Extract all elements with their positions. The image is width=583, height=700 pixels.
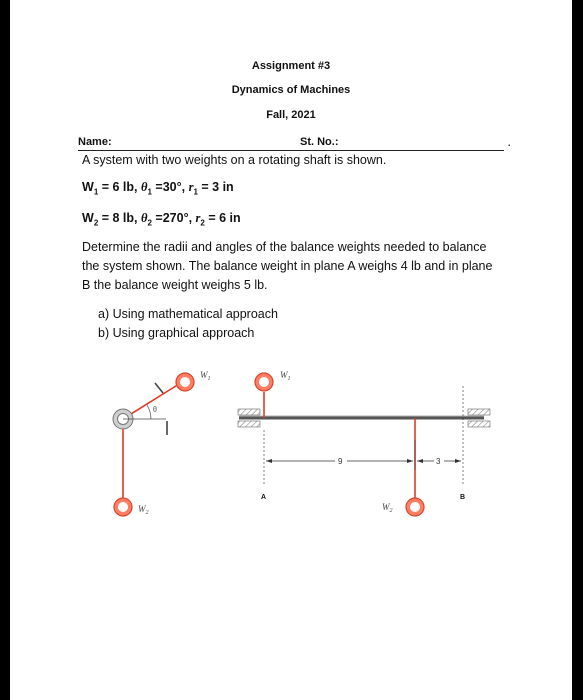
w1-pointer xyxy=(155,383,163,393)
course-title: Dynamics of Machines xyxy=(231,84,351,96)
plane-b-label: B xyxy=(460,494,466,501)
weight-1-side-hole xyxy=(259,377,269,387)
part-a: a) Using mathematical approach xyxy=(98,307,278,321)
paragraph-line: the system shown. The balance weight in plane A weighs 4 lb and in plane xyxy=(82,259,493,273)
trailing-dot: . xyxy=(508,138,511,148)
term-label: Fall, 2021 xyxy=(266,109,316,121)
w1-label-left: $W_1$ xyxy=(200,370,211,382)
w1-label-right: $W_1$ xyxy=(280,370,291,382)
end-view xyxy=(113,370,211,516)
name-label: Name: xyxy=(78,136,112,148)
w2-label-right: $W_2$ xyxy=(382,502,393,514)
theta-arc xyxy=(147,405,151,419)
paragraph-line: B the balance weight weighs 5 lb. xyxy=(82,278,268,292)
weight-2-side-hole xyxy=(410,502,420,512)
part-b: b) Using graphical approach xyxy=(98,326,255,340)
dim-3-arrow-right xyxy=(455,459,461,463)
bearing-right-bottom xyxy=(468,421,490,427)
dim-9-arrow-left xyxy=(266,459,272,463)
st-no-label: St. No.: xyxy=(300,136,339,148)
theta-label: θ xyxy=(153,405,157,414)
weight-2-hole xyxy=(118,502,128,512)
plane-a-label: A xyxy=(261,494,267,501)
weight-1-hole xyxy=(180,377,190,387)
bearing-left-bottom xyxy=(238,421,260,427)
document-page xyxy=(10,0,572,700)
weight-1-spec: $W_1 = 6$ lb, $\theta_1 =30^\circ$, $r_1 = 3$ in xyxy=(82,180,234,197)
shaft-diagram xyxy=(10,0,572,700)
w2-label-left: $W_2$ xyxy=(138,504,149,516)
bearing-right-top xyxy=(468,409,490,415)
dim-3-arrow-left xyxy=(417,459,423,463)
bearing-left-top xyxy=(238,409,260,415)
side-view xyxy=(238,370,490,516)
dim-9-label: 9 xyxy=(338,457,343,466)
problem-intro: A system with two weights on a rotating shaft is shown. xyxy=(82,153,387,167)
dim-3-label: 3 xyxy=(436,457,441,466)
paragraph-line: Determine the radii and angles of the balance weights needed to balance xyxy=(82,240,487,254)
weight-2-spec: $W_2 = 8$ lb, $\theta_2 =270^\circ$, $r_2 = 6$ in xyxy=(82,211,241,228)
dim-9-arrow-right xyxy=(407,459,413,463)
assignment-title: Assignment #3 xyxy=(251,60,331,72)
